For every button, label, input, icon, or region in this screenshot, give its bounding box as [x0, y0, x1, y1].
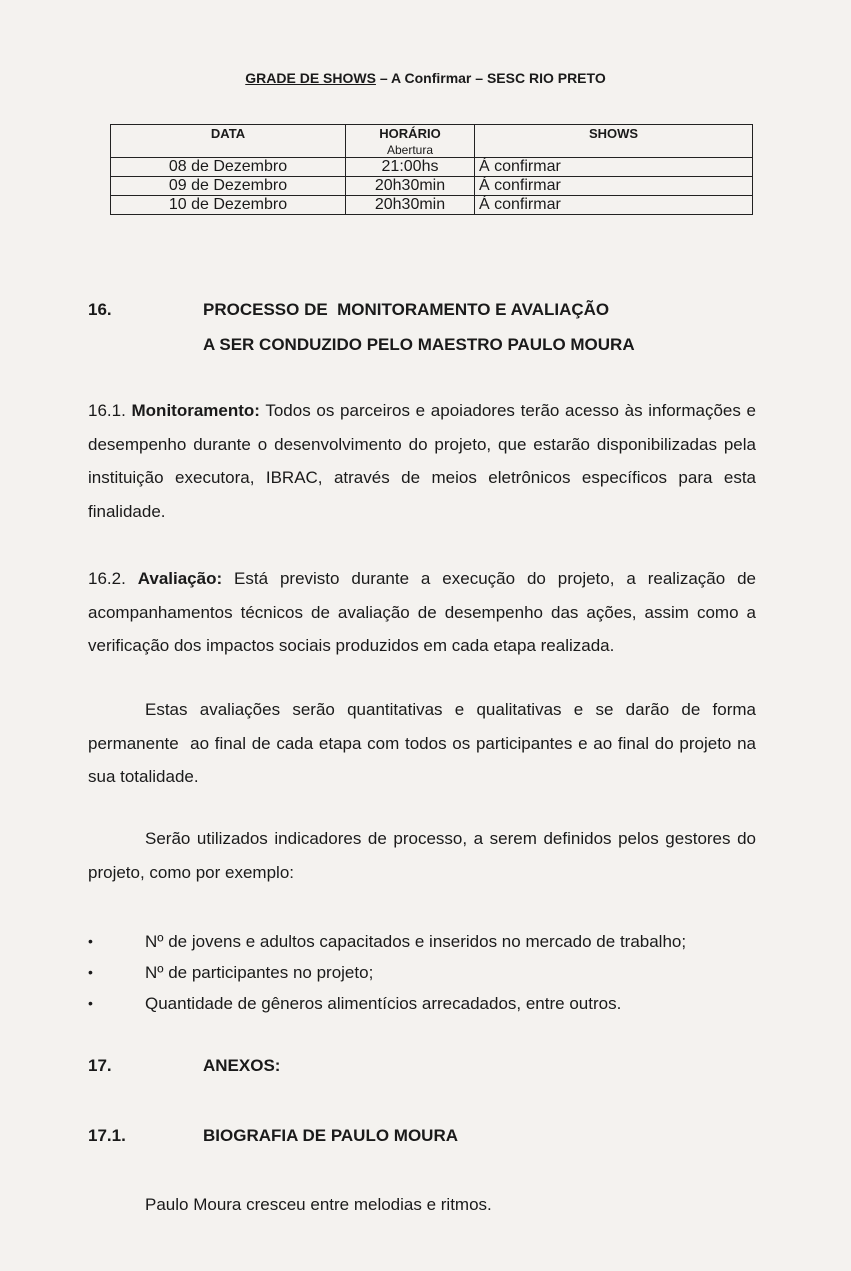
cell-horario: 20h30min [346, 177, 475, 196]
paragraph-number: 16.1. [88, 401, 126, 420]
paragraph-indicadores: Serão utilizados indicadores de processo, a serem definidos pelos gestores do projeto, como por exemplo: [88, 829, 756, 882]
paragraph-text: Está previsto durante a execução do projeto, a realização de acompanhamentos técnicos de avaliação de desempenho das ações, assim como a verificação dos impactos sociais produzidos em cada etapa realizada. [88, 569, 756, 655]
cell-show: Á confirmar [475, 177, 753, 196]
paragraph-label: Monitoramento: [131, 401, 260, 420]
paragraph-label: Avaliação: [137, 569, 223, 588]
header-shows: SHOWS [475, 125, 753, 158]
grade-title-underlined: GRADE DE SHOWS [245, 70, 376, 86]
header-horario-label: HORÁRIO [379, 126, 441, 141]
bullet-icon: • [88, 995, 93, 1011]
paragraph-monitoramento [88, 394, 756, 528]
list-item-text: Quantidade de gêneros alimentícios arrecadados, entre outros. [145, 994, 622, 1013]
cell-show: Á confirmar [475, 196, 753, 215]
shows-table [110, 124, 753, 215]
header-horario-sub: Abertura [386, 143, 434, 157]
biography-text: Paulo Moura cresceu entre melodias e ritmos. [145, 1195, 492, 1214]
list-item [88, 926, 768, 957]
cell-data: 08 de Dezembro [111, 158, 346, 177]
paragraph-text: Todos os parceiros e apoiadores terão acesso às informações e desempenho durante o desenvolvimento do projeto, que estarão disponibilizadas pela instituição executora, IBRAC, através de meios eletrônicos específicos para esta finalidade. [88, 401, 756, 521]
cell-data: 09 de Dezembro [111, 177, 346, 196]
grade-title [0, 70, 851, 86]
header-horario [346, 125, 475, 158]
list-item-text: Nº de jovens e adultos capacitados e inseridos no mercado de trabalho; [145, 932, 687, 951]
list-item-text: Nº de participantes no projeto; [145, 963, 374, 982]
paragraph-avaliacao [88, 562, 756, 663]
paragraph-avaliacoes: Estas avaliações serão quantitativas e qualitativas e se darão de forma permanente ao final de cada etapa com todos os participantes e ao final do projeto na sua totalidade. [88, 700, 761, 786]
section-16-title-line2: A SER CONDUZIDO PELO MAESTRO PAULO MOURA [203, 335, 635, 354]
table-row [111, 158, 753, 177]
bullet-icon: • [88, 933, 93, 949]
list-item [88, 957, 768, 988]
cell-horario: 21:00hs [346, 158, 475, 177]
header-data: DATA [111, 125, 346, 158]
cell-horario: 20h30min [346, 196, 475, 215]
indicator-list [88, 926, 768, 1019]
bullet-icon: • [88, 964, 93, 980]
paragraph-number: 16.2. [88, 569, 126, 588]
section-17-1-title: BIOGRAFIA DE PAULO MOURA [203, 1126, 458, 1145]
table-header-row [111, 125, 753, 158]
list-item [88, 988, 768, 1019]
table-row [111, 177, 753, 196]
section-17-1-number: 17.1. [88, 1126, 126, 1145]
cell-show: Á confirmar [475, 158, 753, 177]
section-17-number: 17. [88, 1056, 112, 1075]
section-16-number: 16. [88, 300, 112, 319]
section-17-title: ANEXOS: [203, 1056, 281, 1075]
grade-title-rest: – A Confirmar – SESC RIO PRETO [375, 70, 606, 86]
section-16-title-line1: PROCESSO DE MONITORAMENTO E AVALIAÇÃO [203, 300, 610, 319]
cell-data: 10 de Dezembro [111, 196, 346, 215]
table-row [111, 196, 753, 215]
